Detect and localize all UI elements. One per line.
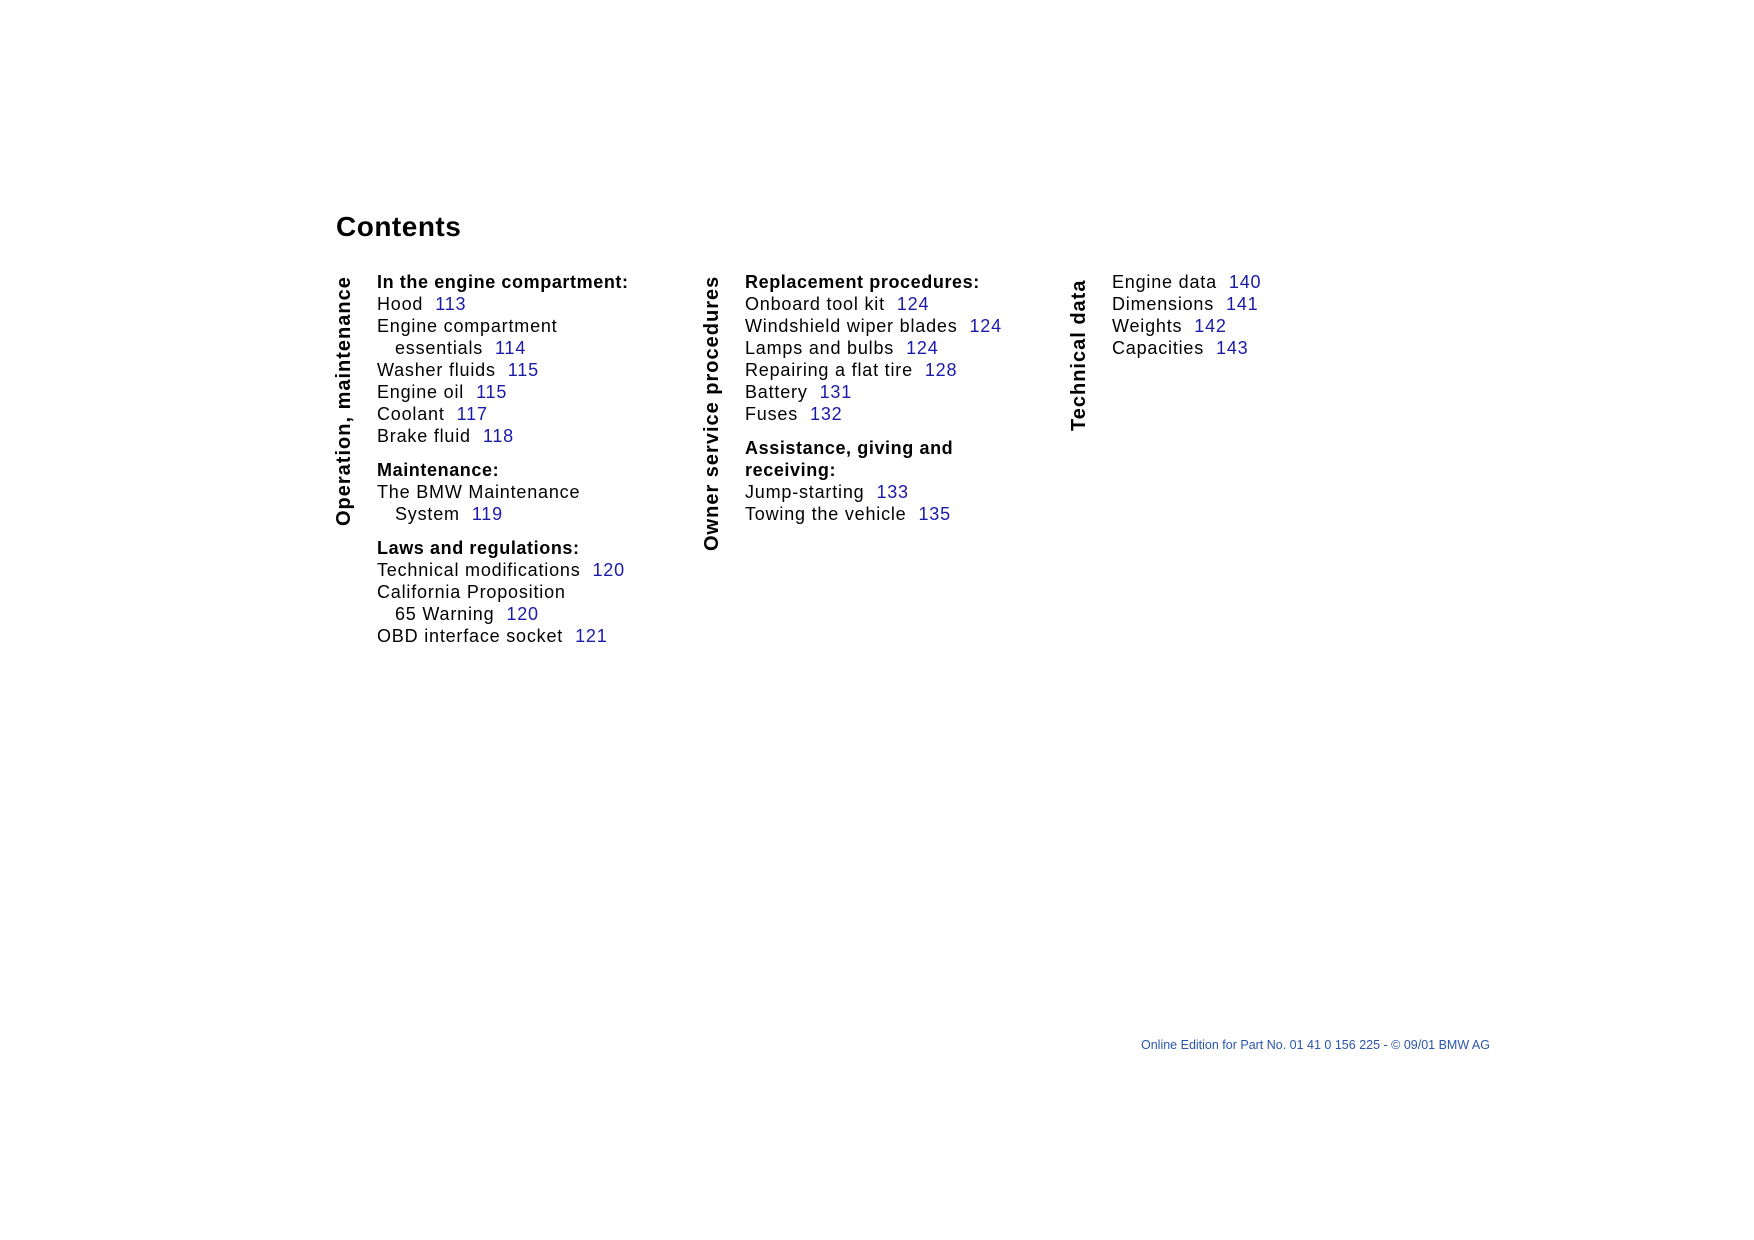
page-link[interactable]: 120 [506, 604, 539, 624]
entry-text: Capacities [1112, 338, 1205, 358]
toc-group [377, 271, 677, 447]
page-link[interactable]: 115 [476, 382, 508, 402]
page-link[interactable]: 142 [1194, 316, 1227, 336]
group-heading: Laws and regulations: [377, 538, 580, 558]
toc-entry[interactable] [377, 359, 677, 381]
entry-text: Battery [745, 382, 808, 402]
toc-entry[interactable] [745, 315, 1065, 337]
entry-text: Engine oil [377, 382, 465, 402]
page-link[interactable]: 128 [924, 360, 958, 380]
entry-text: Brake fluid [377, 426, 471, 446]
toc-entry[interactable] [377, 603, 677, 625]
toc-entry[interactable] [1112, 293, 1372, 315]
entry-text: Onboard tool kit [745, 294, 885, 314]
toc-entry[interactable] [377, 293, 677, 315]
toc-entry[interactable] [377, 403, 677, 425]
toc-group [377, 459, 677, 525]
entry-text: Engine data [1112, 272, 1217, 292]
entry-text: 65 Warning [395, 604, 495, 624]
toc-entry[interactable] [1112, 315, 1372, 337]
page-link[interactable]: 131 [819, 382, 853, 402]
entry-text: Lamps and bulbs [745, 338, 895, 358]
toc-entry[interactable] [377, 381, 677, 403]
toc-entry[interactable] [377, 581, 677, 603]
toc-group [377, 537, 677, 647]
toc-entry[interactable] [745, 503, 1065, 525]
page-link[interactable]: 143 [1216, 338, 1249, 358]
entry-text: Jump-starting [745, 482, 865, 502]
page-link[interactable]: 124 [906, 338, 939, 358]
footer-edition-note: Online Edition for Part No. 01 41 0 156 225 - © 09/01 BMW AG [1141, 1038, 1490, 1052]
entry-text: essentials [395, 338, 484, 358]
group-heading: Maintenance: [377, 460, 500, 480]
toc-entry[interactable] [377, 315, 677, 337]
section-entries [745, 271, 1065, 525]
page-link[interactable]: 119 [471, 504, 503, 524]
group-heading: In the engine compartment: [377, 272, 629, 292]
toc-entry[interactable] [377, 559, 677, 581]
entry-text: Engine compartment [377, 316, 558, 336]
page-link[interactable]: 117 [456, 404, 488, 424]
page-link[interactable]: 115 [507, 360, 539, 380]
page-link[interactable]: 114 [495, 338, 527, 358]
section-label-text: Operation, maintenance [333, 276, 355, 526]
page-link[interactable]: 141 [1226, 294, 1259, 314]
section-entries [1112, 271, 1372, 359]
toc-entry[interactable] [1112, 271, 1372, 293]
section-label [701, 271, 723, 551]
entry-text: System [395, 504, 460, 524]
section-label [1068, 271, 1090, 431]
entry-text: Windshield wiper blades [745, 316, 958, 336]
toc-group [745, 271, 1065, 425]
page-link[interactable]: 140 [1228, 272, 1262, 292]
toc-entry[interactable] [377, 481, 677, 503]
group-heading: Assistance, giving and receiving: [745, 438, 954, 480]
entry-text: Hood [377, 294, 424, 314]
group-heading: Replacement procedures: [745, 272, 980, 292]
page-link[interactable]: 118 [482, 426, 514, 446]
entry-text: Fuses [745, 404, 799, 424]
toc-group [745, 437, 1065, 525]
page-link[interactable]: 113 [435, 294, 467, 314]
entry-text: Dimensions [1112, 294, 1215, 314]
section-entries [377, 271, 677, 647]
entry-text: Washer fluids [377, 360, 496, 380]
page-link[interactable]: 124 [969, 316, 1002, 336]
entry-text: Towing the vehicle [745, 504, 907, 524]
entry-text: Weights [1112, 316, 1183, 336]
toc-entry[interactable] [377, 503, 677, 525]
page-link[interactable]: 120 [592, 560, 625, 580]
entry-text: OBD interface socket [377, 626, 564, 646]
page-link[interactable]: 121 [575, 626, 608, 646]
toc-entry[interactable] [1112, 337, 1372, 359]
entry-text: Technical modifications [377, 560, 581, 580]
toc-entry[interactable] [745, 359, 1065, 381]
page-link[interactable]: 124 [896, 294, 930, 314]
section-label-text: Technical data [1068, 279, 1090, 431]
toc-entry[interactable] [745, 337, 1065, 359]
page-link[interactable]: 135 [918, 504, 951, 524]
toc-entry[interactable] [745, 293, 1065, 315]
toc-entry[interactable] [745, 481, 1065, 503]
toc-group [1112, 271, 1372, 359]
section-label [333, 271, 355, 526]
entry-text: Coolant [377, 404, 445, 424]
toc-entry[interactable] [377, 337, 677, 359]
entry-text: The BMW Maintenance [377, 482, 581, 502]
toc-entry[interactable] [745, 403, 1065, 425]
page-link[interactable]: 133 [876, 482, 909, 502]
toc-entry[interactable] [377, 425, 677, 447]
toc-entry[interactable] [745, 381, 1065, 403]
entry-text: Repairing a flat tire [745, 360, 913, 380]
toc-entry[interactable] [377, 625, 677, 647]
page-link[interactable]: 132 [810, 404, 843, 424]
section-label-text: Owner service procedures [701, 275, 723, 551]
entry-text: California Proposition [377, 582, 566, 602]
page-title: Contents [336, 211, 462, 242]
